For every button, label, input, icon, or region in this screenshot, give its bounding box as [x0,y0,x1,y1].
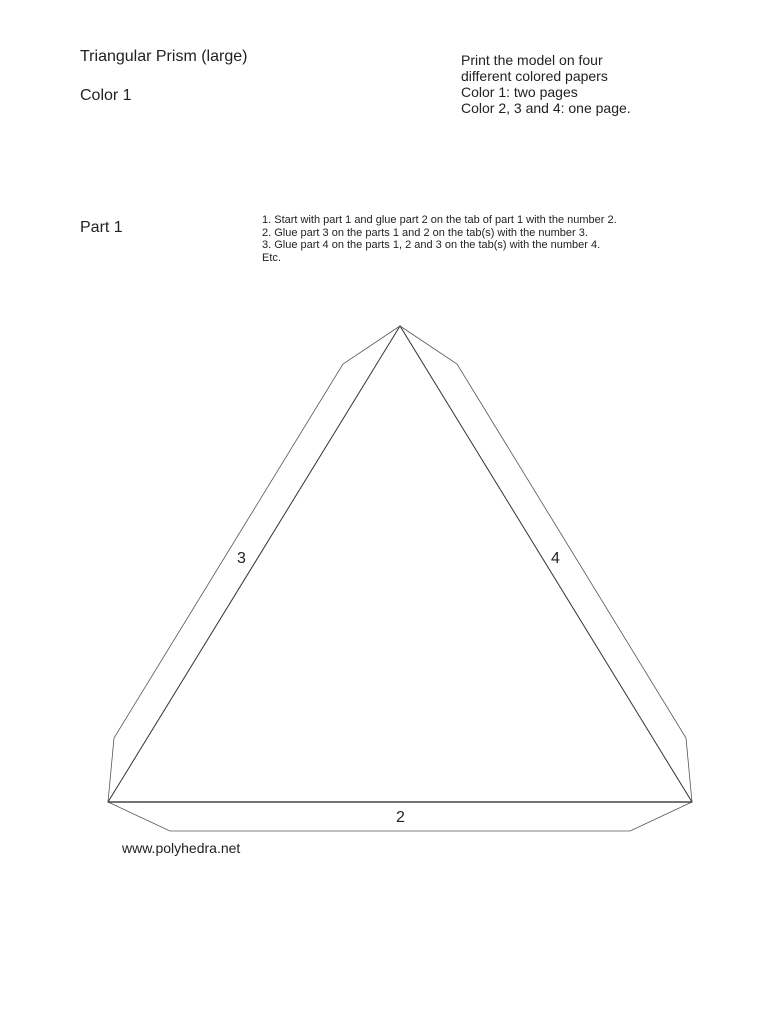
tab-number-right: 4 [551,550,560,567]
triangle-face [108,326,692,802]
instruction-line: 3. Glue part 4 on the parts 1, 2 and 3 on the tab(s) with the number 4. [262,239,601,251]
color-label: Color 1 [80,87,132,104]
page-title: Triangular Prism (large) [80,48,248,65]
instruction-line: 2. Glue part 3 on the parts 1 and 2 on the tab(s) with the number 3. [262,226,588,239]
print-note-line: Color 2, 3 and 4: one page. [461,100,631,116]
website-url: www.polyhedra.net [122,840,241,856]
print-note-line: Print the model on four [461,52,603,68]
print-note-line: Color 1: two pages [461,84,578,100]
part-label: Part 1 [80,219,123,236]
instruction-line: Etc. [262,251,281,264]
tab-number-left: 3 [237,550,246,567]
print-note-line: different colored papers [461,68,608,84]
tab-number-bottom: 2 [396,809,405,826]
instruction-line: 1. Start with part 1 and glue part 2 on the tab of part 1 with the number 2. [262,214,617,226]
